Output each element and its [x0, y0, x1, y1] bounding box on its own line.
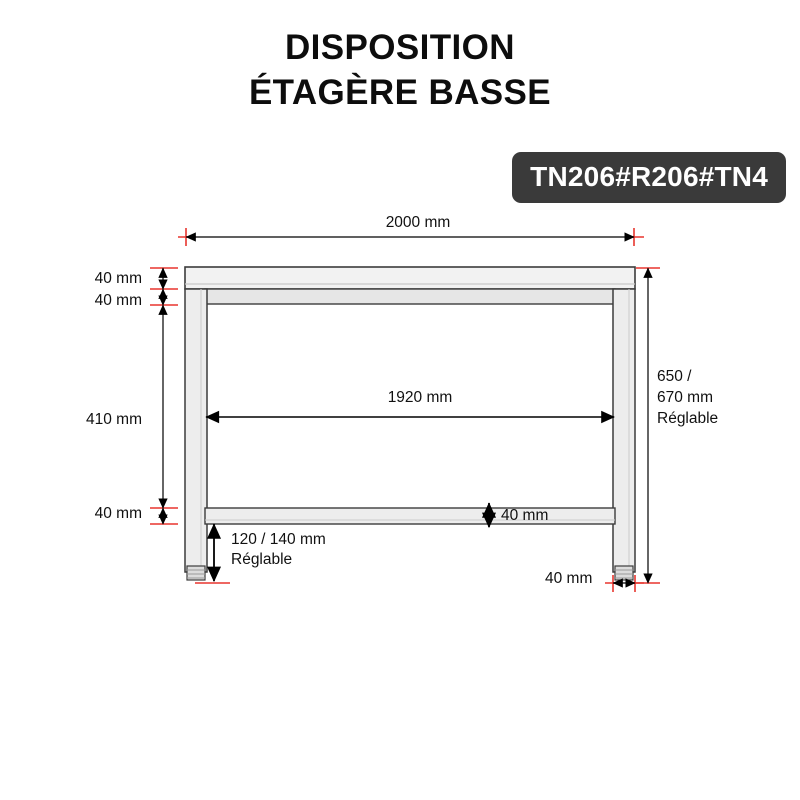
- title-line-2: ÉTAGÈRE BASSE: [248, 72, 552, 112]
- foot-right: [615, 566, 633, 580]
- label-leg-clear-height: 410 mm: [86, 411, 142, 428]
- label-total-height-line-3: Réglable: [657, 410, 719, 427]
- leg-right: [613, 289, 635, 572]
- leg-left: [185, 289, 207, 572]
- extension-ticks-left: [150, 268, 178, 524]
- table-top: [185, 267, 635, 289]
- label-top-thickness: 40 mm: [94, 270, 142, 287]
- label-overall-width: 2000 mm: [385, 214, 451, 231]
- label-total-height-line-1: 650 /: [657, 368, 692, 385]
- label-shelf-thickness-left: 40 mm: [94, 505, 142, 522]
- label-leg-width: 40 mm: [545, 570, 593, 587]
- label-ground-clearance-line-2: Réglable: [231, 551, 293, 568]
- label-shelf-thickness-right: 40 mm: [501, 507, 549, 524]
- label-total-height-line-2: 670 mm: [657, 389, 713, 406]
- reference-badge: TN206#R206#TN4: [512, 152, 786, 203]
- apron-rail: [205, 289, 615, 304]
- lower-shelf: [205, 508, 615, 524]
- label-ground-clearance-line-1: 120 / 140 mm: [231, 531, 326, 548]
- label-clear-width: 1920 mm: [387, 389, 453, 406]
- foot-left: [187, 566, 205, 580]
- label-apron-height: 40 mm: [94, 292, 142, 309]
- title-line-1: DISPOSITION: [285, 28, 515, 67]
